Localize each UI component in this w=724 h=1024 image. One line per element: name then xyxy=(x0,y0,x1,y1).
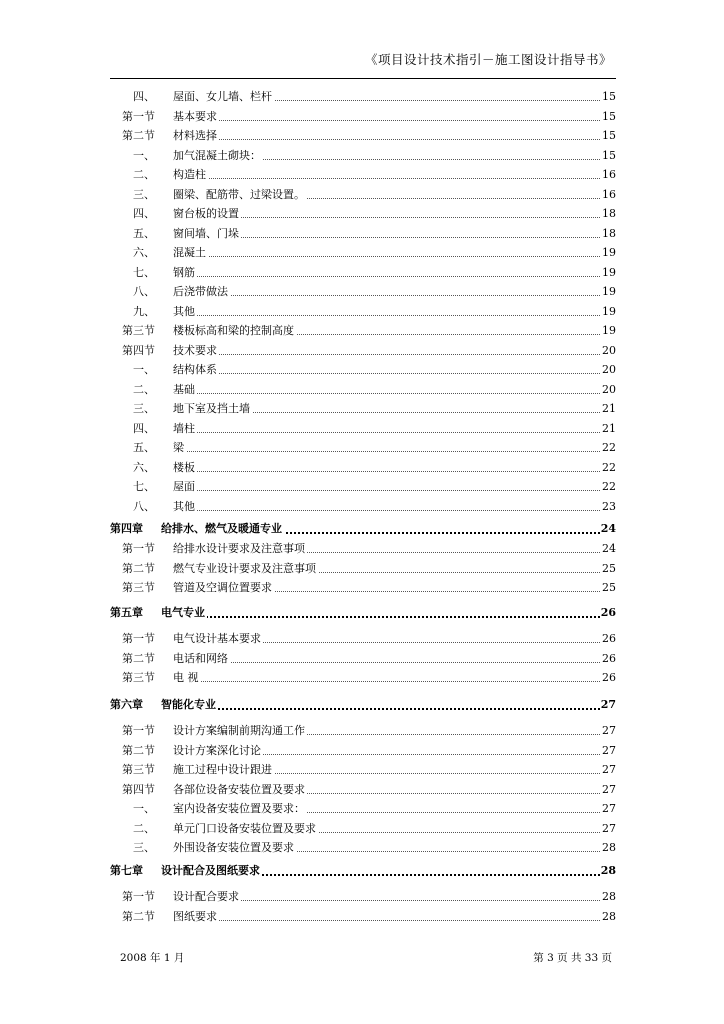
toc-page-number: 27 xyxy=(601,761,616,779)
toc-entry-number: 第二节 xyxy=(122,651,155,665)
toc-entry-number: 第三节 xyxy=(122,324,155,337)
toc-page-number: 25 xyxy=(601,560,616,578)
toc-page-number: 16 xyxy=(601,166,616,184)
toc-section-entry xyxy=(0,540,616,558)
toc-item-entry xyxy=(0,820,616,838)
toc-item-entry xyxy=(0,478,616,496)
toc-entry-number: 七、 xyxy=(133,480,155,493)
toc-item-entry xyxy=(0,186,616,204)
toc-page-number: 26 xyxy=(600,604,616,622)
toc-entry-title: 构造柱 xyxy=(173,166,208,184)
toc-entry-title: 圈梁、配筋带、过梁设置。 xyxy=(173,186,307,204)
toc-entry-number: 第二节 xyxy=(122,909,155,923)
toc-item-entry xyxy=(0,361,616,379)
toc-entry-number: 四、 xyxy=(133,90,155,103)
toc-entry-number: 第二节 xyxy=(122,561,155,575)
toc-page-number: 22 xyxy=(601,459,616,477)
toc-chapter-entry xyxy=(0,604,616,622)
toc-section-entry xyxy=(0,342,616,360)
toc-page-number: 28 xyxy=(600,862,616,880)
toc-page-number: 19 xyxy=(601,303,616,321)
toc-entry-title: 基础 xyxy=(173,381,197,399)
toc-chapter-entry xyxy=(0,696,616,714)
toc-section-entry xyxy=(0,722,616,740)
toc-section-entry xyxy=(0,650,616,668)
toc-page-number: 22 xyxy=(601,478,616,496)
toc-page-number: 19 xyxy=(601,322,616,340)
toc-entry-title: 电话和网络 xyxy=(173,650,230,668)
toc-page-number: 18 xyxy=(601,225,616,243)
toc-entry-title: 给排水设计要求及注意事项 xyxy=(173,540,307,558)
toc-entry-title: 燃气专业设计要求及注意事项 xyxy=(173,560,318,578)
toc-entry-number: 五、 xyxy=(133,226,155,240)
toc-page-number: 19 xyxy=(601,283,616,301)
toc-entry-title: 设计配合及图纸要求 xyxy=(161,862,262,880)
toc-entry-title: 楼板标高和梁的控制高度 xyxy=(173,322,296,340)
toc-leader-dots xyxy=(173,354,600,355)
toc-item-entry xyxy=(0,147,616,165)
toc-page-number: 21 xyxy=(601,400,616,418)
footer-page-number: 第 3 页 共 33 页 xyxy=(533,952,612,964)
toc-entry-title: 室内设备安装位置及要求： xyxy=(173,800,307,818)
toc-leader-dots xyxy=(173,681,600,682)
toc-entry-number: 第七章 xyxy=(110,864,143,877)
toc-section-entry xyxy=(0,888,616,906)
toc-entry-number: 四、 xyxy=(133,421,155,435)
toc-entry-title: 电气设计基本要求 xyxy=(173,630,263,648)
toc-entry-title: 各部位设备安装位置及要求 xyxy=(173,781,307,799)
toc-leader-dots xyxy=(173,920,600,921)
toc-entry-number: 三、 xyxy=(133,187,155,201)
toc-entry-title: 设计方案深化讨论 xyxy=(173,742,263,760)
document-header-title: 《项目设计技术指引－施工图设计指导书》 xyxy=(364,52,612,67)
toc-entry-number: 第一节 xyxy=(122,109,155,123)
toc-page-number: 25 xyxy=(601,579,616,597)
toc-leader-dots xyxy=(173,510,600,511)
toc-page-number: 27 xyxy=(601,742,616,760)
toc-page-number: 23 xyxy=(601,498,616,516)
toc-item-entry xyxy=(0,244,616,262)
toc-entry-title: 梁 xyxy=(173,439,186,457)
toc-page-number: 26 xyxy=(601,669,616,687)
footer-date: 2008 年 1 月 xyxy=(120,952,185,964)
toc-section-entry xyxy=(0,761,616,779)
toc-entry-number: 二、 xyxy=(133,168,155,181)
toc-entry-number: 第三节 xyxy=(122,671,155,684)
toc-item-entry xyxy=(0,459,616,477)
toc-entry-number: 第六章 xyxy=(110,698,143,711)
toc-section-entry xyxy=(0,630,616,648)
toc-section-entry xyxy=(0,742,616,760)
toc-entry-number: 第五章 xyxy=(110,606,143,619)
header-rule xyxy=(110,78,616,79)
toc-page-number: 19 xyxy=(601,244,616,262)
toc-page-number: 21 xyxy=(601,420,616,438)
toc-chapter-entry xyxy=(0,520,616,538)
toc-page-number: 18 xyxy=(601,205,616,223)
toc-leader-dots xyxy=(173,295,600,296)
toc-item-entry xyxy=(0,800,616,818)
toc-page-number: 22 xyxy=(601,439,616,457)
toc-leader-dots xyxy=(173,393,600,394)
toc-item-entry xyxy=(0,381,616,399)
toc-item-entry xyxy=(0,839,616,857)
toc-entry-title: 屋面 xyxy=(173,478,197,496)
toc-entry-number: 六、 xyxy=(133,246,155,259)
toc-page-number: 27 xyxy=(601,722,616,740)
toc-entry-title: 技术要求 xyxy=(173,342,219,360)
toc-entry-title: 材料选择 xyxy=(173,127,219,145)
toc-entry-number: 三、 xyxy=(133,841,155,854)
toc-leader-dots xyxy=(173,315,600,316)
toc-chapter-entry xyxy=(0,862,616,880)
toc-entry-title: 智能化专业 xyxy=(161,696,218,714)
toc-entry-number: 第二节 xyxy=(122,743,155,757)
toc-entry-number: 三、 xyxy=(133,402,155,415)
toc-page-number: 19 xyxy=(601,264,616,282)
toc-entry-title: 单元门口设备安装位置及要求 xyxy=(173,820,318,838)
toc-section-entry xyxy=(0,560,616,578)
toc-page-number: 27 xyxy=(601,781,616,799)
toc-page-number: 15 xyxy=(601,88,616,106)
toc-page-number: 27 xyxy=(601,800,616,818)
toc-entry-number: 第一节 xyxy=(122,542,155,555)
toc-entry-number: 第一节 xyxy=(122,632,155,645)
toc-entry-number: 第三节 xyxy=(122,581,155,594)
toc-section-entry xyxy=(0,669,616,687)
toc-entry-number: 第四节 xyxy=(122,782,155,796)
toc-entry-number: 第四节 xyxy=(122,343,155,357)
toc-page-number: 28 xyxy=(601,908,616,926)
toc-leader-dots xyxy=(173,120,600,121)
toc-page-number: 20 xyxy=(601,361,616,379)
toc-item-entry xyxy=(0,303,616,321)
toc-entry-title: 设计方案编制前期沟通工作 xyxy=(173,722,307,740)
toc-page-number: 26 xyxy=(601,650,616,668)
toc-item-entry xyxy=(0,264,616,282)
toc-page-number: 16 xyxy=(601,186,616,204)
toc-section-entry xyxy=(0,322,616,340)
toc-entry-title: 楼板 xyxy=(173,459,197,477)
toc-item-entry xyxy=(0,498,616,516)
toc-leader-dots xyxy=(173,490,600,491)
toc-leader-dots xyxy=(161,708,600,710)
toc-entry-title: 钢筋 xyxy=(173,264,197,282)
toc-item-entry xyxy=(0,400,616,418)
toc-section-entry xyxy=(0,781,616,799)
toc-entry-title: 地下室及挡土墙 xyxy=(173,400,252,418)
toc-entry-number: 第一节 xyxy=(122,724,155,737)
toc-entry-title: 给排水、燃气及暖通专业 xyxy=(161,520,284,538)
toc-entry-number: 一、 xyxy=(133,802,155,815)
toc-entry-title: 其他 xyxy=(173,303,197,321)
toc-page-number: 28 xyxy=(601,888,616,906)
toc-entry-number: 一、 xyxy=(133,363,155,376)
toc-entry-number: 四、 xyxy=(133,207,155,220)
toc-item-entry xyxy=(0,205,616,223)
toc-entry-title: 电气专业 xyxy=(161,604,207,622)
toc-entry-title: 结构体系 xyxy=(173,361,219,379)
toc-leader-dots xyxy=(173,178,600,179)
toc-entry-number: 一、 xyxy=(133,148,155,162)
toc-entry-title: 管道及空调位置要求 xyxy=(173,579,274,597)
toc-page-number: 24 xyxy=(600,520,616,538)
toc-leader-dots xyxy=(173,139,600,140)
toc-item-entry xyxy=(0,439,616,457)
toc-entry-number: 五、 xyxy=(133,441,155,454)
toc-item-entry xyxy=(0,283,616,301)
toc-page-number: 27 xyxy=(600,696,616,714)
toc-entry-title: 后浇带做法 xyxy=(173,283,230,301)
toc-entry-title: 施工过程中设计跟进 xyxy=(173,761,274,779)
toc-leader-dots xyxy=(173,432,600,433)
toc-section-entry xyxy=(0,127,616,145)
toc-section-entry xyxy=(0,579,616,597)
toc-entry-number: 第三节 xyxy=(122,763,155,776)
toc-leader-dots xyxy=(173,373,600,374)
toc-page-number: 28 xyxy=(601,839,616,857)
toc-entry-number: 第四章 xyxy=(110,522,143,535)
toc-entry-title: 混凝土 xyxy=(173,244,208,262)
toc-entry-title: 设计配合要求 xyxy=(173,888,241,906)
toc-entry-title: 墙柱 xyxy=(173,420,197,438)
toc-entry-title: 电 视 xyxy=(173,669,201,687)
toc-page-number: 27 xyxy=(601,820,616,838)
toc-item-entry xyxy=(0,225,616,243)
toc-entry-number: 第二节 xyxy=(122,129,155,142)
toc-entry-title: 其他 xyxy=(173,498,197,516)
toc-entry-number: 二、 xyxy=(133,382,155,396)
toc-entry-number: 九、 xyxy=(133,304,155,318)
toc-page-number: 26 xyxy=(601,630,616,648)
toc-entry-title: 外围设备安装位置及要求 xyxy=(173,839,296,857)
toc-entry-number: 八、 xyxy=(133,499,155,513)
toc-entry-number: 七、 xyxy=(133,265,155,279)
toc-section-entry xyxy=(0,908,616,926)
toc-item-entry xyxy=(0,88,616,106)
toc-item-entry xyxy=(0,420,616,438)
toc-leader-dots xyxy=(173,451,600,452)
toc-entry-title: 基本要求 xyxy=(173,108,219,126)
toc-entry-title: 屋面、女儿墙、栏杆 xyxy=(173,88,274,106)
toc-leader-dots xyxy=(173,662,600,663)
toc-entry-title: 图纸要求 xyxy=(173,908,219,926)
toc-page-number: 15 xyxy=(601,147,616,165)
toc-leader-dots xyxy=(173,471,600,472)
toc-leader-dots xyxy=(161,616,600,618)
toc-page-number: 24 xyxy=(601,540,616,558)
toc-entry-number: 二、 xyxy=(133,821,155,835)
toc-entry-title: 窗台板的设置 xyxy=(173,205,241,223)
toc-entry-number: 第一节 xyxy=(122,890,155,903)
toc-leader-dots xyxy=(173,256,600,257)
toc-entry-title: 窗间墙、门垛 xyxy=(173,225,241,243)
toc-page-number: 15 xyxy=(601,108,616,126)
toc-item-entry xyxy=(0,166,616,184)
toc-entry-number: 八、 xyxy=(133,285,155,298)
toc-entry-title: 加气混凝土砌块： xyxy=(173,147,263,165)
toc-page-number: 20 xyxy=(601,381,616,399)
toc-leader-dots xyxy=(173,276,600,277)
toc-entry-number: 六、 xyxy=(133,460,155,474)
toc-section-entry xyxy=(0,108,616,126)
toc-page-number: 20 xyxy=(601,342,616,360)
toc-page-number: 15 xyxy=(601,127,616,145)
